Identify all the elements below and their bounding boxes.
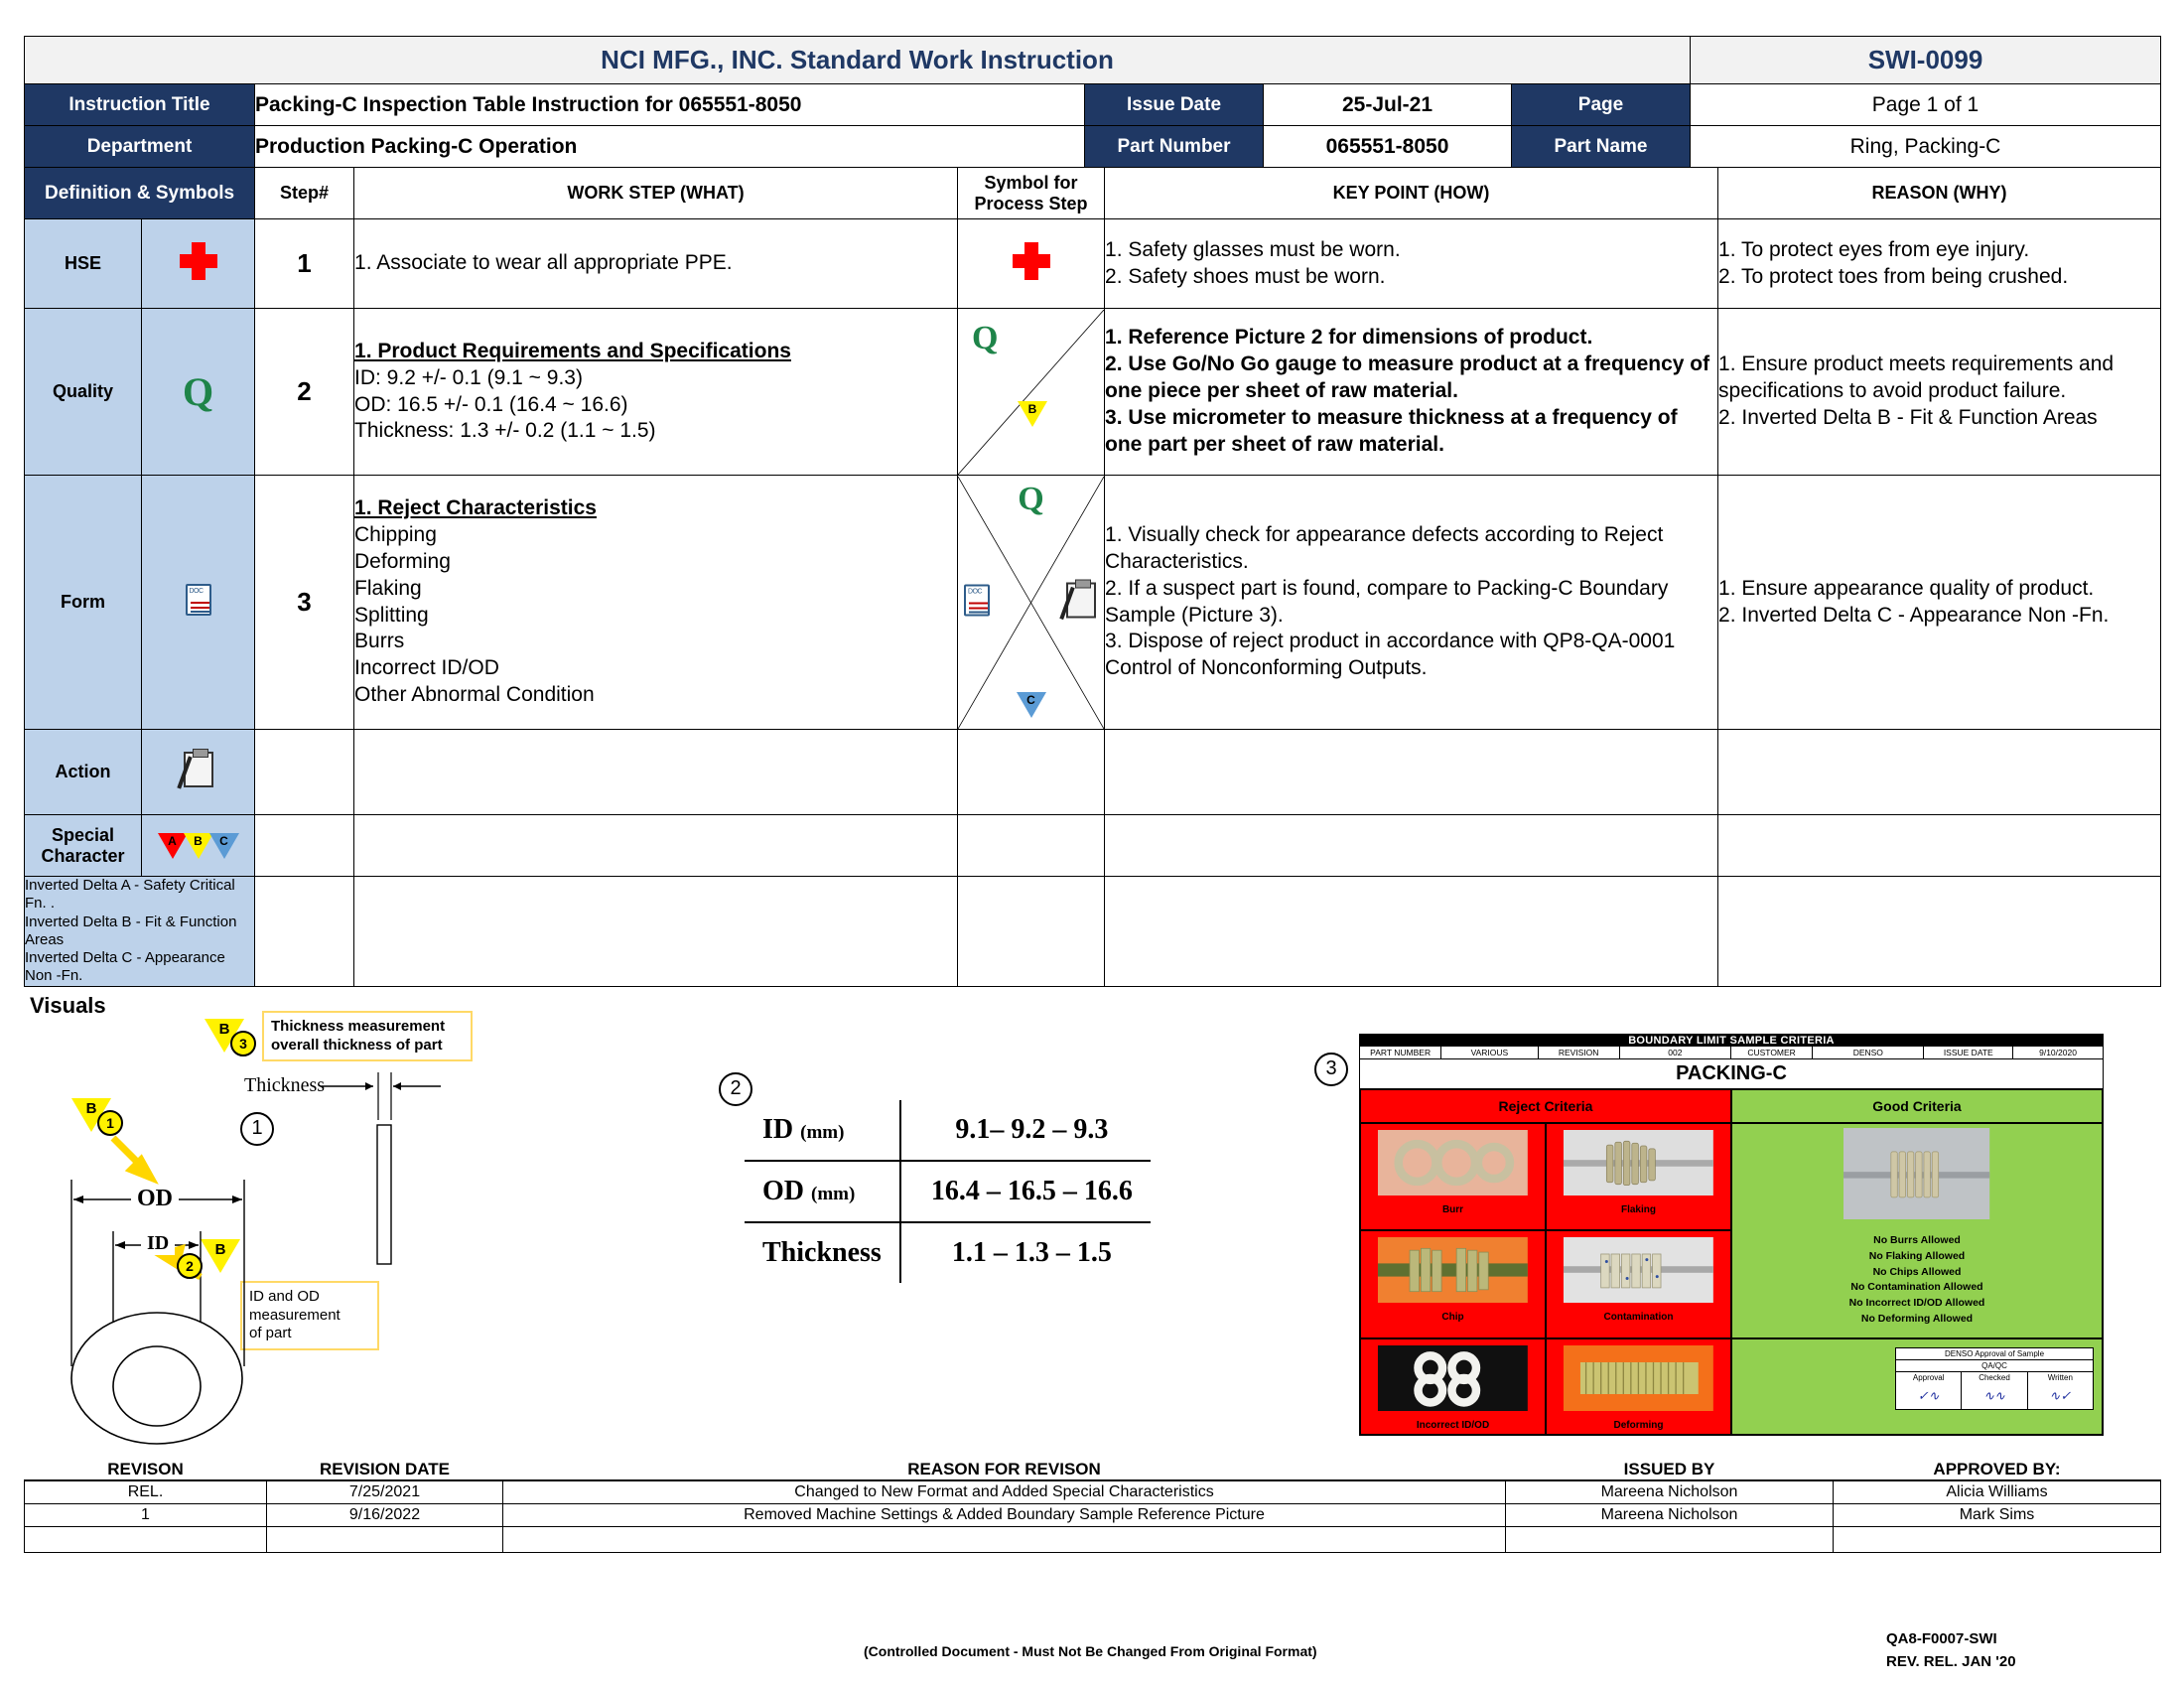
photo-burr-rings bbox=[1372, 1130, 1534, 1196]
callout-idod-line3: of part bbox=[249, 1325, 292, 1342]
key-point-2 bbox=[1105, 309, 1718, 476]
revision-r1-c4: Mark Sims bbox=[1834, 1503, 2161, 1526]
good-item-4: No Incorrect ID/OD Allowed bbox=[1848, 1297, 1985, 1309]
bls-good-list bbox=[1732, 1223, 2102, 1337]
work-step-2-line2: OD: 16.5 +/- 0.1 (16.4 ~ 16.6) bbox=[354, 392, 628, 416]
step-number-1: 1 bbox=[255, 219, 354, 309]
footer-rev: REV. REL. JAN '20 bbox=[1886, 1652, 2016, 1670]
reason-1-line1: 1. To protect eyes from eye injury. bbox=[1718, 237, 2030, 261]
marker-number-1: 1 bbox=[97, 1110, 123, 1136]
key-point-3-line2: 2. If a suspect part is found, compare to Packing-C Boundary Sample (Picture 3). bbox=[1105, 576, 1669, 627]
revision-header-row bbox=[25, 1458, 2161, 1480]
bls-meta-value-2: DENSO bbox=[1813, 1047, 1924, 1058]
work-step-empty-6 bbox=[354, 877, 958, 987]
label-thickness: Thickness bbox=[244, 1073, 326, 1096]
green-q-icon: Q bbox=[972, 319, 999, 356]
bls-caption-flaking: Flaking bbox=[1620, 1204, 1656, 1215]
bls-cell-good bbox=[1731, 1123, 2103, 1338]
part-number-label: Part Number bbox=[1085, 126, 1264, 168]
revision-r0-c1: 7/25/2021 bbox=[267, 1480, 503, 1504]
key-point-1-line1: 1. Safety glasses must be worn. bbox=[1105, 237, 1401, 261]
page-value: Page 1 of 1 bbox=[1691, 84, 2161, 126]
approval-col-0: Approval bbox=[1896, 1372, 1962, 1383]
approval-col-labels bbox=[1896, 1372, 2093, 1383]
step-empty-5 bbox=[255, 815, 354, 877]
key-point-3-line3: 3. Dispose of reject product in accordance with QP8-QA-0001 Control of Nonconforming Outputs. bbox=[1105, 630, 1676, 680]
triangle-label: B bbox=[85, 1099, 97, 1117]
symbol-cell-3 bbox=[958, 476, 1105, 730]
triangle-label: C bbox=[219, 833, 228, 848]
revision-r2-c1 bbox=[267, 1526, 503, 1552]
bls-meta-label-0: PART NUMBER bbox=[1360, 1047, 1441, 1058]
revision-table bbox=[24, 1458, 2161, 1553]
dimension-table bbox=[745, 1100, 1151, 1283]
bls-cell-incorrect-idod bbox=[1360, 1338, 1546, 1435]
revision-r0-c2: Changed to New Format and Added Special Characteristics bbox=[503, 1480, 1506, 1504]
bls-cell-contamination bbox=[1546, 1230, 1731, 1337]
dim-value-0: 9.1– 9.2 – 9.3 bbox=[955, 1113, 1109, 1145]
key-point-3-line1: 1. Visually check for appearance defects according to Reject Characteristics. bbox=[1105, 522, 1664, 573]
clipboard-pen-icon bbox=[142, 730, 255, 815]
triangle-label: B bbox=[194, 833, 203, 848]
visuals-heading: Visuals bbox=[30, 992, 106, 1018]
inverted-delta-b-icon bbox=[1018, 401, 1047, 427]
table-row bbox=[25, 1526, 2161, 1552]
key-point-empty-4 bbox=[1105, 730, 1718, 815]
revision-r2-c0 bbox=[25, 1526, 267, 1552]
reason-3 bbox=[1718, 476, 2161, 730]
inverted-delta-c-icon bbox=[209, 833, 239, 859]
good-item-3: No Contamination Allowed bbox=[1850, 1281, 1983, 1294]
boundary-limit-sample-board bbox=[1359, 1034, 2104, 1436]
callout-idod-line1: ID and OD bbox=[249, 1287, 320, 1305]
col-work-step: WORK STEP (WHAT) bbox=[354, 168, 958, 219]
revision-col-1: REVISION DATE bbox=[267, 1458, 503, 1480]
signature-written: ∿✓ bbox=[2049, 1387, 2072, 1403]
table-row bbox=[745, 1161, 1151, 1222]
reason-2 bbox=[1718, 309, 2161, 476]
photo-flaking-rings bbox=[1558, 1130, 1719, 1196]
key-point-3 bbox=[1105, 476, 1718, 730]
bls-meta-value-1: 002 bbox=[1620, 1047, 1731, 1058]
work-step-empty-4 bbox=[354, 730, 958, 815]
department-label: Department bbox=[25, 126, 255, 168]
department-value: Production Packing-C Operation bbox=[255, 126, 1085, 168]
delta-legend bbox=[25, 877, 255, 987]
work-step-3-line1: Chipping bbox=[354, 522, 437, 546]
definition-special-line1: Special bbox=[51, 824, 115, 845]
work-step-2-heading: 1. Product Requirements and Specifications bbox=[354, 339, 791, 362]
reason-2-line2: 2. Inverted Delta B - Fit & Function Areas bbox=[1718, 405, 2098, 429]
bls-caption-chip: Chip bbox=[1441, 1312, 1464, 1324]
dim-label-1 bbox=[745, 1161, 900, 1222]
triangle-label: C bbox=[1026, 692, 1035, 707]
definition-special-line2: Character bbox=[41, 845, 125, 866]
company-title: NCI MFG., INC. Standard Work Instruction bbox=[25, 37, 1691, 84]
revision-r1-c0: 1 bbox=[25, 1503, 267, 1526]
work-step-3-line3: Flaking bbox=[354, 576, 422, 600]
good-item-5: No Deforming Allowed bbox=[1860, 1312, 1974, 1325]
work-step-1: 1. Associate to wear all appropriate PPE. bbox=[354, 219, 958, 309]
header-table bbox=[24, 36, 2161, 168]
symbol-empty-6 bbox=[958, 877, 1105, 987]
bls-caption-incorrect-idod: Incorrect ID/OD bbox=[1416, 1419, 1490, 1431]
work-step-3-line4: Splitting bbox=[354, 603, 429, 627]
bls-meta-row bbox=[1360, 1047, 2103, 1059]
definition-special-character bbox=[25, 815, 142, 877]
instruction-title-label: Instruction Title bbox=[25, 84, 255, 126]
instruction-title-value: Packing-C Inspection Table Instruction for 065551-8050 bbox=[255, 84, 1085, 126]
key-point-2-line3: 3. Use micrometer to measure thickness at a frequency of one part per sheet of raw material. bbox=[1105, 405, 1678, 456]
bls-meta-label-2: CUSTOMER bbox=[1731, 1047, 1813, 1058]
reason-1-line2: 2. To protect toes from being crushed. bbox=[1718, 264, 2069, 288]
dim-name: ID bbox=[762, 1113, 794, 1145]
bls-cell-approval bbox=[1731, 1338, 2103, 1435]
dim-unit: (mm) bbox=[811, 1183, 856, 1204]
col-step: Step# bbox=[255, 168, 354, 219]
col-key-point: KEY POINT (HOW) bbox=[1105, 168, 1718, 219]
bls-meta-value-3: 9/10/2020 bbox=[2039, 1048, 2077, 1057]
bls-meta-value-0: VARIOUS bbox=[1441, 1047, 1538, 1058]
step-empty-6 bbox=[255, 877, 354, 987]
document-page bbox=[24, 36, 2160, 1553]
green-q-icon: Q bbox=[1018, 480, 1044, 517]
red-cross-icon bbox=[142, 219, 255, 309]
revision-r0-c4: Alicia Williams bbox=[1834, 1480, 2161, 1504]
key-point-2-line2: 2. Use Go/No Go gauge to measure product at a frequency of one piece per sheet of raw material. bbox=[1105, 352, 1710, 403]
dim-label-0 bbox=[745, 1100, 900, 1161]
part-name-label: Part Name bbox=[1512, 126, 1691, 168]
dim-name: Thickness bbox=[762, 1236, 882, 1268]
revision-col-0: REVISON bbox=[25, 1458, 267, 1480]
col-definition-symbols: Definition & Symbols bbox=[25, 168, 255, 219]
key-point-2-line1: 1. Reference Picture 2 for dimensions of product. bbox=[1105, 326, 1593, 350]
photo-good-rings bbox=[1806, 1128, 2027, 1219]
dim-value-1: 16.4 – 16.5 – 16.6 bbox=[900, 1161, 1151, 1222]
inverted-delta-c-icon bbox=[1017, 692, 1046, 718]
definition-action: Action bbox=[25, 730, 142, 815]
key-point-1 bbox=[1105, 219, 1718, 309]
photo-incorrect-idod-rings bbox=[1372, 1345, 1534, 1411]
bls-cell-burr bbox=[1360, 1123, 1546, 1230]
marker-number-3: 3 bbox=[230, 1031, 256, 1056]
document-icon bbox=[964, 584, 990, 621]
step-empty-4 bbox=[255, 730, 354, 815]
revision-col-2: REASON FOR REVISON bbox=[503, 1458, 1506, 1480]
footer-doc-code: QA8-F0007-SWI bbox=[1886, 1630, 1997, 1647]
revision-r0-c3: Mareena Nicholson bbox=[1506, 1480, 1834, 1504]
approval-col-2: Written bbox=[2047, 1372, 2073, 1382]
revision-r1-c2: Removed Machine Settings & Added Boundary Sample Reference Picture bbox=[503, 1503, 1506, 1526]
work-step-empty-5 bbox=[354, 815, 958, 877]
reason-empty-5 bbox=[1718, 815, 2161, 877]
triangle-label: B bbox=[218, 1020, 230, 1038]
label-id: ID bbox=[141, 1232, 175, 1255]
revision-r2-c3 bbox=[1506, 1526, 1834, 1552]
triangle-label: B bbox=[1027, 401, 1037, 416]
col-symbol-line2: Process Step bbox=[974, 193, 1088, 213]
step-number-3: 3 bbox=[255, 476, 354, 730]
callout-thickness-line2: overall thickness of part bbox=[271, 1036, 443, 1054]
approval-col-1: Checked bbox=[1962, 1372, 2027, 1383]
photo-contamination-rings bbox=[1558, 1237, 1719, 1303]
bls-meta-label-3: ISSUE DATE bbox=[1924, 1047, 2013, 1058]
picture-marker-2: 2 bbox=[719, 1072, 752, 1106]
work-step-3-heading: 1. Reject Characteristics bbox=[354, 496, 597, 519]
symbol-empty-5 bbox=[958, 815, 1105, 877]
footer-right bbox=[1886, 1628, 2016, 1673]
definition-form: Form bbox=[25, 476, 142, 730]
table-row bbox=[25, 1503, 2161, 1526]
step-number-2: 2 bbox=[255, 309, 354, 476]
document-icon bbox=[142, 476, 255, 730]
symbol-cell-1 bbox=[958, 219, 1105, 309]
work-step-2 bbox=[354, 309, 958, 476]
triangle-label: B bbox=[214, 1240, 226, 1258]
key-point-empty-5 bbox=[1105, 815, 1718, 877]
work-step-2-line3: Thickness: 1.3 +/- 0.2 (1.1 ~ 1.5) bbox=[354, 419, 656, 443]
revision-r2-c2 bbox=[503, 1526, 1506, 1552]
work-step-3-line2: Deforming bbox=[354, 549, 451, 573]
dim-name: OD bbox=[762, 1175, 804, 1206]
part-number-value: 065551-8050 bbox=[1264, 126, 1512, 168]
work-step-3-line7: Other Abnormal Condition bbox=[354, 683, 595, 707]
marker-number-2: 2 bbox=[177, 1253, 203, 1279]
col-symbol bbox=[958, 168, 1105, 219]
good-item-0: No Burrs Allowed bbox=[1873, 1234, 1961, 1246]
definition-quality: Quality bbox=[25, 309, 142, 476]
bls-meta-label-1: REVISION bbox=[1539, 1047, 1620, 1058]
work-step-3-line6: Incorrect ID/OD bbox=[354, 656, 499, 680]
bls-caption-deforming: Deforming bbox=[1613, 1419, 1664, 1431]
legend-line3: Inverted Delta C - Appearance Non -Fn. bbox=[25, 949, 225, 985]
signature-approval: ✓∿ bbox=[1896, 1383, 1962, 1409]
key-point-1-line2: 2. Safety shoes must be worn. bbox=[1105, 264, 1386, 288]
photo-deforming-rings bbox=[1558, 1345, 1719, 1411]
doc-id: SWI-0099 bbox=[1691, 37, 2161, 84]
approval-sub: QA/QC bbox=[1896, 1360, 2093, 1372]
legend-line2: Inverted Delta B - Fit & Function Areas bbox=[25, 913, 237, 948]
work-step-3 bbox=[354, 476, 958, 730]
bls-reject-header: Reject Criteria bbox=[1360, 1089, 1731, 1123]
green-q-icon: Q bbox=[142, 309, 255, 476]
signature-checked: ∿∿ bbox=[1962, 1383, 2027, 1409]
bls-caption-contamination: Contamination bbox=[1603, 1312, 1674, 1324]
col-reason: REASON (WHY) bbox=[1718, 168, 2161, 219]
revision-col-3: ISSUED BY bbox=[1506, 1458, 1834, 1480]
reason-empty-4 bbox=[1718, 730, 2161, 815]
callout-idod-line2: measurement bbox=[249, 1306, 341, 1324]
work-step-2-line1: ID: 9.2 +/- 0.1 (9.1 ~ 9.3) bbox=[354, 365, 583, 389]
issue-date-label: Issue Date bbox=[1085, 84, 1264, 126]
reason-empty-6 bbox=[1718, 877, 2161, 987]
dim-label-2 bbox=[745, 1222, 900, 1283]
revision-col-4: APPROVED BY: bbox=[1834, 1458, 2161, 1480]
table-row bbox=[745, 1222, 1151, 1283]
bls-part-name: PACKING-C bbox=[1360, 1059, 2103, 1089]
bls-good-header: Good Criteria bbox=[1731, 1089, 2103, 1123]
picture-marker-3: 3 bbox=[1314, 1053, 1348, 1086]
symbol-cell-2 bbox=[958, 309, 1105, 476]
dim-unit: (mm) bbox=[800, 1121, 845, 1143]
instruction-table bbox=[24, 167, 2161, 987]
bls-title: BOUNDARY LIMIT SAMPLE CRITERIA bbox=[1360, 1035, 2103, 1047]
good-item-1: No Flaking Allowed bbox=[1868, 1249, 1966, 1262]
revision-r2-c4 bbox=[1834, 1526, 2161, 1552]
definition-hse: HSE bbox=[25, 219, 142, 309]
bls-caption-burr: Burr bbox=[1441, 1204, 1464, 1215]
special-character-triangles-icon bbox=[142, 815, 255, 877]
red-cross-icon bbox=[1013, 242, 1050, 280]
symbol-empty-4 bbox=[958, 730, 1105, 815]
bls-cell-chip bbox=[1360, 1230, 1546, 1337]
approval-title: DENSO Approval of Sample bbox=[1896, 1348, 2093, 1360]
footer-left: (Controlled Document - Must Not Be Changed From Original Format) bbox=[864, 1643, 1317, 1659]
approval-signatures bbox=[1896, 1383, 2093, 1409]
page-label: Page bbox=[1512, 84, 1691, 126]
clipboard-pen-icon bbox=[1066, 582, 1096, 623]
reason-3-line1: 1. Ensure appearance quality of product. bbox=[1718, 576, 2095, 600]
part-name-value: Ring, Packing-C bbox=[1691, 126, 2161, 168]
bls-cell-deforming bbox=[1546, 1338, 1731, 1435]
revision-r1-c1: 9/16/2022 bbox=[267, 1503, 503, 1526]
legend-line1: Inverted Delta A - Safety Critical Fn. . bbox=[25, 877, 235, 913]
revision-r1-c3: Mareena Nicholson bbox=[1506, 1503, 1834, 1526]
issue-date-value: 25-Jul-21 bbox=[1264, 84, 1512, 126]
revision-r0-c0: REL. bbox=[25, 1480, 267, 1504]
work-step-3-line5: Burrs bbox=[354, 630, 405, 653]
bls-criteria-grid bbox=[1360, 1089, 2103, 1435]
picture-marker-1: 1 bbox=[240, 1112, 274, 1146]
key-point-empty-6 bbox=[1105, 877, 1718, 987]
reason-1 bbox=[1718, 219, 2161, 309]
triangle-label: A bbox=[168, 833, 177, 848]
dim-value-2: 1.1 – 1.3 – 1.5 bbox=[900, 1222, 1151, 1283]
col-symbol-line1: Symbol for bbox=[984, 172, 1078, 193]
reason-2-line1: 1. Ensure product meets requirements and specifications to avoid product failure. bbox=[1718, 352, 2115, 403]
denso-approval-box bbox=[1895, 1347, 2094, 1410]
reason-3-line2: 2. Inverted Delta C - Appearance Non -Fn. bbox=[1718, 603, 2110, 627]
table-row bbox=[745, 1100, 1151, 1161]
table-row bbox=[25, 1480, 2161, 1504]
good-item-2: No Chips Allowed bbox=[1872, 1265, 1962, 1278]
callout-thickness-line1: Thickness measurement bbox=[271, 1017, 446, 1035]
label-od: OD bbox=[131, 1186, 179, 1212]
photo-chip-rings bbox=[1372, 1237, 1534, 1303]
bls-cell-flaking bbox=[1546, 1123, 1731, 1230]
